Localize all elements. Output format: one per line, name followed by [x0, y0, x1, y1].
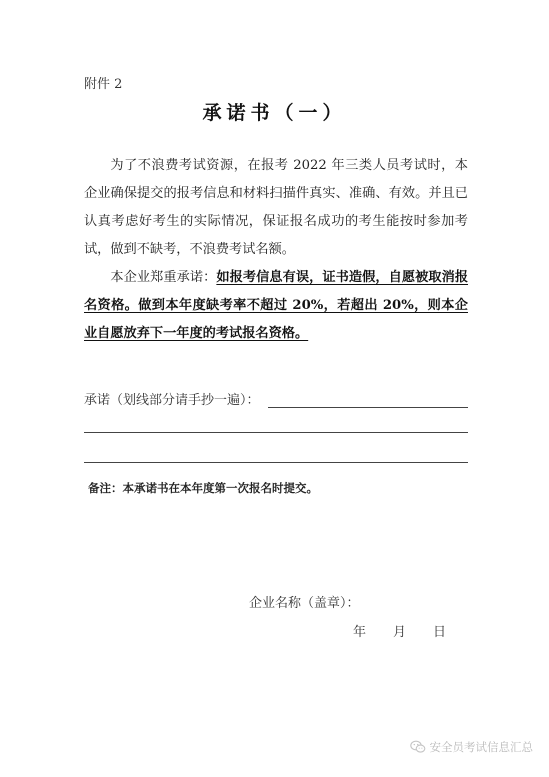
company-seal-label: 企业名称（盖章）：: [249, 596, 360, 611]
signature-date: [353, 621, 446, 640]
attachment-label: 附件 2: [84, 77, 123, 92]
body-text: [84, 152, 468, 348]
underlined-promise-text: 如报考信息有误，证书造假，自愿被取消报名资格。做到本年度缺考率不超过 20%，若超出 20%，则本企业自愿放弃下一年度的考试报名资格。: [84, 270, 469, 341]
document-title: 承诺书（一）: [202, 102, 347, 124]
handwrite-line-2[interactable]: [84, 432, 468, 433]
watermark-text: 安全员考试信息汇总: [429, 740, 533, 754]
handwrite-promise-label: 承诺（划线部分请手抄一遍）：: [84, 393, 260, 408]
promise-lead: 本企业郑重承诺：: [110, 270, 217, 285]
wechat-icon: [410, 740, 426, 754]
remark-note: 备注：本承诺书在本年度第一次报名时提交。: [88, 481, 318, 495]
date-day: 日: [433, 625, 447, 640]
handwrite-promise-row: [84, 389, 468, 408]
handwrite-line-1[interactable]: [268, 393, 468, 408]
paragraph-resource-commitment: 为了不浪费考试资源，在报考 2022 年三类人员考试时，本企业确保提交的报考信息和材料扫描件真实、准确、有效。并且已认真考虑好考生的实际情况，保证报名成功的考生能按时参加考试，做到不缺考，不浪费考试名额。: [84, 158, 468, 257]
watermark: [410, 739, 534, 755]
handwrite-line-3[interactable]: [84, 462, 468, 463]
date-year: 年: [353, 625, 367, 640]
date-month: 月: [393, 625, 407, 640]
paragraph-solemn-promise: [84, 264, 468, 348]
